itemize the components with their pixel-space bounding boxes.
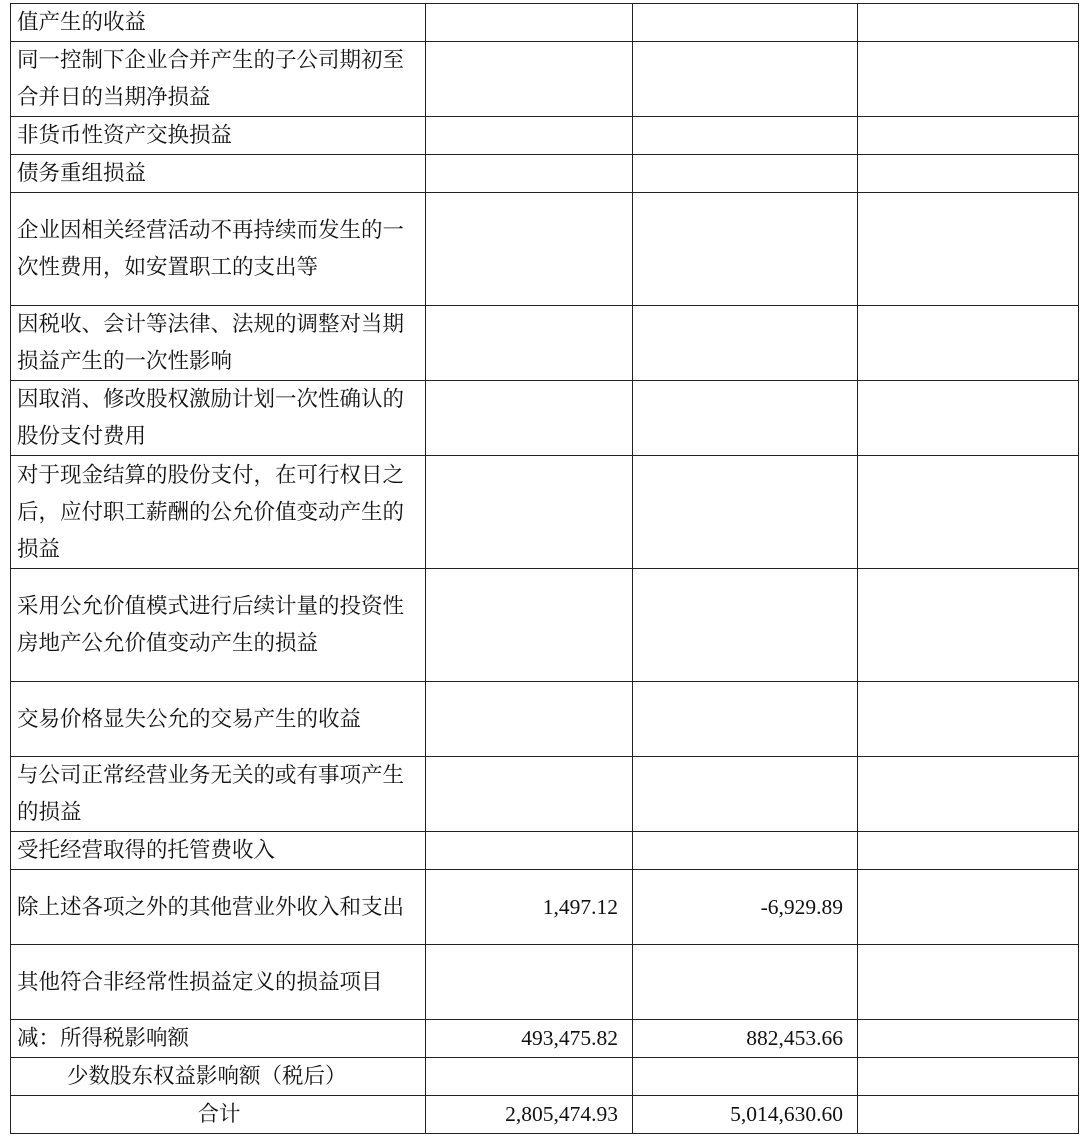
note-cell — [858, 306, 1079, 381]
note-cell — [858, 1020, 1079, 1058]
current-period-amount: 493,475.82 — [426, 1020, 633, 1058]
previous-period-amount — [633, 4, 858, 42]
previous-period-amount — [633, 42, 858, 117]
row-label: 减：所得税影响额 — [11, 1020, 426, 1058]
previous-period-amount — [633, 117, 858, 155]
row-label: 除上述各项之外的其他营业外收入和支出 — [11, 870, 426, 945]
note-cell — [858, 155, 1079, 193]
current-period-amount — [426, 381, 633, 456]
previous-period-amount — [633, 569, 858, 682]
current-period-amount — [426, 193, 633, 306]
note-cell — [858, 757, 1079, 832]
row-label: 值产生的收益 — [11, 4, 426, 42]
current-period-amount: 1,497.12 — [426, 870, 633, 945]
current-period-amount — [426, 456, 633, 569]
table-row — [11, 945, 1079, 1020]
row-label: 采用公允价值模式进行后续计量的投资性房地产公允价值变动产生的损益 — [11, 569, 426, 682]
row-label: 其他符合非经常性损益定义的损益项目 — [11, 945, 426, 1020]
note-cell — [858, 870, 1079, 945]
current-period-amount — [426, 155, 633, 193]
previous-period-amount — [633, 757, 858, 832]
note-cell — [858, 456, 1079, 569]
current-period-amount — [426, 682, 633, 757]
note-cell — [858, 945, 1079, 1020]
row-label: 受托经营取得的托管费收入 — [11, 832, 426, 870]
total-row — [11, 1096, 1079, 1134]
note-cell — [858, 381, 1079, 456]
previous-period-amount — [633, 945, 858, 1020]
total-label: 合计 — [11, 1096, 426, 1134]
current-period-amount — [426, 4, 633, 42]
note-cell — [858, 193, 1079, 306]
row-label: 少数股东权益影响额（税后） — [11, 1058, 426, 1096]
current-period-amount — [426, 757, 633, 832]
previous-period-amount — [633, 306, 858, 381]
current-period-amount — [426, 117, 633, 155]
table-row — [11, 682, 1079, 757]
note-cell — [858, 682, 1079, 757]
non-recurring-gains-losses-table — [10, 3, 1079, 1134]
current-period-amount — [426, 832, 633, 870]
previous-period-amount: 882,453.66 — [633, 1020, 858, 1058]
previous-period-amount — [633, 682, 858, 757]
table-row — [11, 456, 1079, 569]
table-row — [11, 569, 1079, 682]
row-label: 同一控制下企业合并产生的子公司期初至合并日的当期净损益 — [11, 42, 426, 117]
note-cell — [858, 117, 1079, 155]
current-period-amount — [426, 1058, 633, 1096]
row-label: 企业因相关经营活动不再持续而发生的一次性费用，如安置职工的支出等 — [11, 193, 426, 306]
note-cell — [858, 1096, 1079, 1134]
previous-period-amount — [633, 155, 858, 193]
previous-period-amount — [633, 832, 858, 870]
row-label: 与公司正常经营业务无关的或有事项产生的损益 — [11, 757, 426, 832]
note-cell — [858, 569, 1079, 682]
note-cell — [858, 832, 1079, 870]
current-period-amount — [426, 306, 633, 381]
note-cell — [858, 1058, 1079, 1096]
table-row — [11, 1058, 1079, 1096]
table-row — [11, 306, 1079, 381]
table-row — [11, 381, 1079, 456]
previous-period-amount — [633, 381, 858, 456]
current-period-amount — [426, 945, 633, 1020]
table-row — [11, 757, 1079, 832]
current-period-total: 2,805,474.93 — [426, 1096, 633, 1134]
previous-period-amount — [633, 193, 858, 306]
note-cell — [858, 42, 1079, 117]
table-row — [11, 42, 1079, 117]
row-label: 非货币性资产交换损益 — [11, 117, 426, 155]
previous-period-amount — [633, 1058, 858, 1096]
row-label: 对于现金结算的股份支付，在可行权日之后，应付职工薪酬的公允价值变动产生的损益 — [11, 456, 426, 569]
table-row — [11, 193, 1079, 306]
table-row — [11, 155, 1079, 193]
previous-period-amount: -6,929.89 — [633, 870, 858, 945]
table-row — [11, 870, 1079, 945]
note-cell — [858, 4, 1079, 42]
previous-period-amount — [633, 456, 858, 569]
previous-period-total: 5,014,630.60 — [633, 1096, 858, 1134]
table-row — [11, 4, 1079, 42]
table-row — [11, 832, 1079, 870]
row-label: 因税收、会计等法律、法规的调整对当期损益产生的一次性影响 — [11, 306, 426, 381]
table-row — [11, 1020, 1079, 1058]
row-label: 交易价格显失公允的交易产生的收益 — [11, 682, 426, 757]
current-period-amount — [426, 42, 633, 117]
row-label: 债务重组损益 — [11, 155, 426, 193]
row-label: 因取消、修改股权激励计划一次性确认的股份支付费用 — [11, 381, 426, 456]
current-period-amount — [426, 569, 633, 682]
table-row — [11, 117, 1079, 155]
